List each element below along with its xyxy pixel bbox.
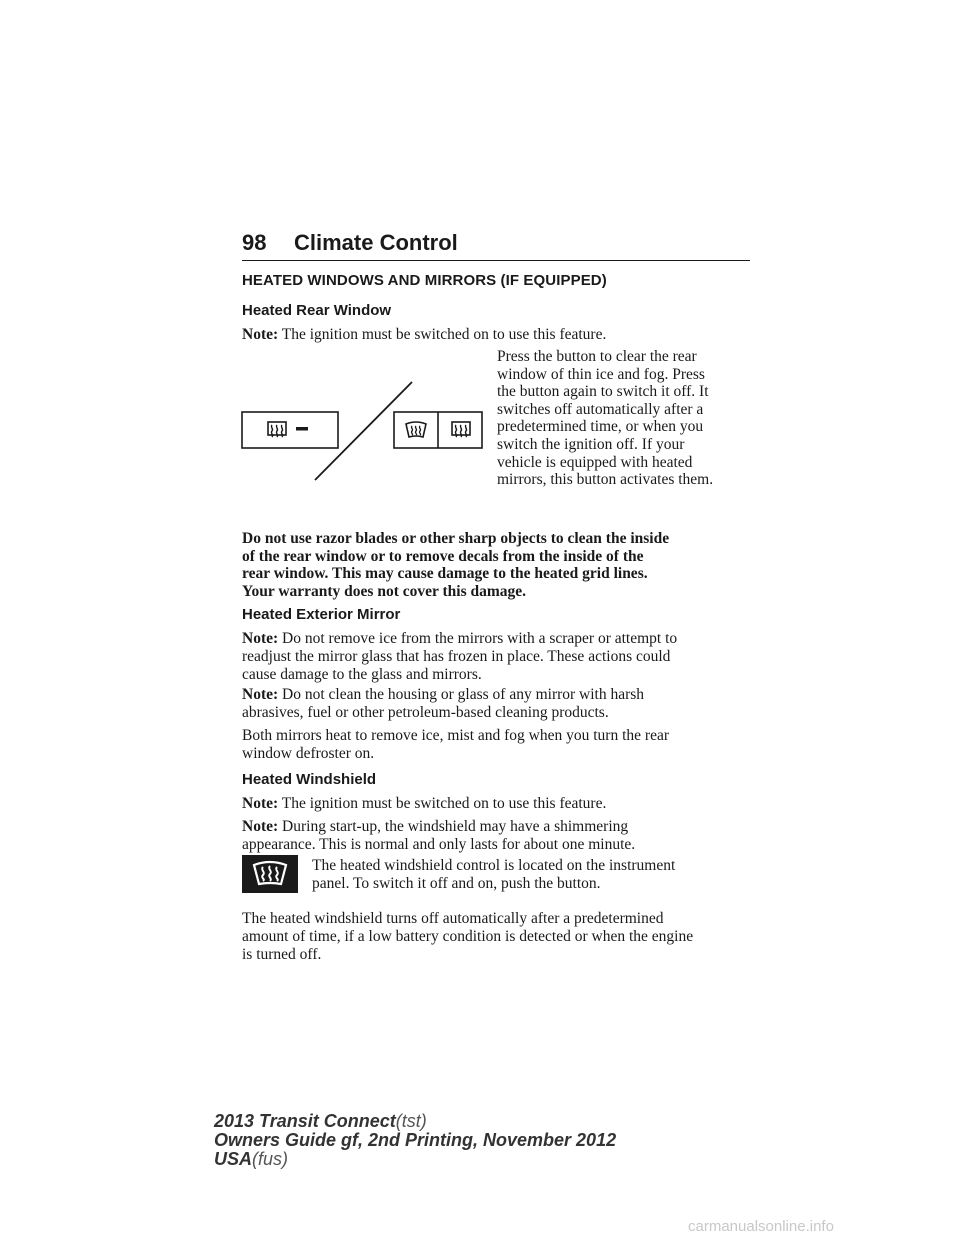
defrost-button-figure bbox=[240, 378, 490, 484]
body-line: window defroster on. bbox=[242, 745, 375, 762]
note-mirror-cleaning bbox=[242, 686, 752, 722]
note-text: readjust the mirror glass that has frozen in place. These actions could bbox=[242, 648, 671, 665]
page-footer bbox=[214, 1112, 616, 1169]
description-line: window of thin ice and fog. Press bbox=[497, 365, 705, 383]
rear-window-description bbox=[497, 348, 755, 489]
windshield-control-text bbox=[312, 857, 752, 892]
description-line: predetermined time, or when you bbox=[497, 418, 704, 436]
footer-model: 2013 Transit Connect bbox=[214, 1111, 396, 1131]
note-mirror-ice bbox=[242, 630, 752, 684]
description-line: switches off automatically after a bbox=[497, 400, 704, 418]
note-label: Note: bbox=[242, 630, 279, 647]
body-line: The heated windshield control is located on the instrument bbox=[312, 857, 676, 874]
description-line: the button again to switch it off. It bbox=[497, 383, 709, 401]
heading-heated-exterior-mirror: Heated Exterior Mirror bbox=[242, 606, 401, 623]
note-text: appearance. This is normal and only lasts for about one minute. bbox=[242, 836, 636, 853]
warning-line: Do not use razor blades or other sharp objects to clean the inside bbox=[242, 530, 670, 547]
note-windshield-ignition bbox=[242, 795, 752, 813]
footer-market: USA bbox=[214, 1149, 253, 1169]
note-label: Note: bbox=[242, 818, 279, 835]
windshield-body-text bbox=[242, 910, 752, 964]
footer-edition: Owners Guide gf, 2nd Printing, November 2012 bbox=[214, 1130, 617, 1150]
chapter-title: Climate Control bbox=[294, 230, 458, 255]
note-rear-window bbox=[242, 326, 752, 344]
heated-windshield-icon bbox=[242, 855, 298, 893]
footer-code: (tst) bbox=[395, 1111, 427, 1131]
watermark: carmanualsonline.info bbox=[688, 1218, 834, 1235]
note-text: The ignition must be switched on to use this feature. bbox=[281, 326, 607, 343]
heading-heated-rear-window: Heated Rear Window bbox=[242, 302, 392, 319]
note-windshield-startup bbox=[242, 818, 752, 854]
section-title: HEATED WINDOWS AND MIRRORS (IF EQUIPPED) bbox=[242, 272, 607, 289]
note-label: Note: bbox=[242, 795, 279, 812]
heading-heated-windshield: Heated Windshield bbox=[242, 771, 377, 788]
note-label: Note: bbox=[242, 686, 279, 703]
note-text: Do not clean the housing or glass of any mirror with harsh bbox=[282, 686, 645, 703]
body-line: amount of time, if a low battery condition is detected or when the engine bbox=[242, 928, 694, 945]
warning-line: rear window. This may cause damage to the heated grid lines. bbox=[242, 565, 648, 582]
page-header bbox=[242, 228, 750, 261]
body-line: is turned off. bbox=[242, 946, 322, 963]
note-text: The ignition must be switched on to use this feature. bbox=[281, 795, 607, 812]
description-line: switch the ignition off. If your bbox=[497, 435, 685, 453]
note-text: abrasives, fuel or other petroleum-based cleaning products. bbox=[242, 704, 609, 721]
warning-line: Your warranty does not cover this damage. bbox=[242, 582, 527, 600]
description-line: vehicle is equipped with heated bbox=[497, 453, 693, 471]
warning-line: of the rear window or to remove decals from the inside of the bbox=[242, 547, 644, 565]
description-line: Press the button to clear the rear bbox=[497, 348, 697, 365]
body-line: panel. To switch it off and on, push the button. bbox=[312, 874, 601, 892]
footer-code: (fus) bbox=[252, 1149, 289, 1169]
minus-icon bbox=[296, 427, 308, 431]
note-text: Do not remove ice from the mirrors with a scraper or attempt to bbox=[282, 630, 678, 647]
body-line: The heated windshield turns off automatically after a predetermined bbox=[242, 910, 664, 927]
rear-window-warning bbox=[242, 530, 757, 600]
body-line: Both mirrors heat to remove ice, mist and fog when you turn the rear bbox=[242, 727, 669, 744]
mirror-body-text bbox=[242, 727, 752, 763]
note-label: Note: bbox=[242, 326, 279, 343]
note-text: During start-up, the windshield may have a shimmering bbox=[282, 818, 629, 835]
page-number: 98 bbox=[242, 230, 267, 255]
button-panel-left bbox=[242, 412, 338, 448]
description-line: mirrors, this button activates them. bbox=[497, 471, 714, 489]
note-text: cause damage to the glass and mirrors. bbox=[242, 666, 482, 683]
